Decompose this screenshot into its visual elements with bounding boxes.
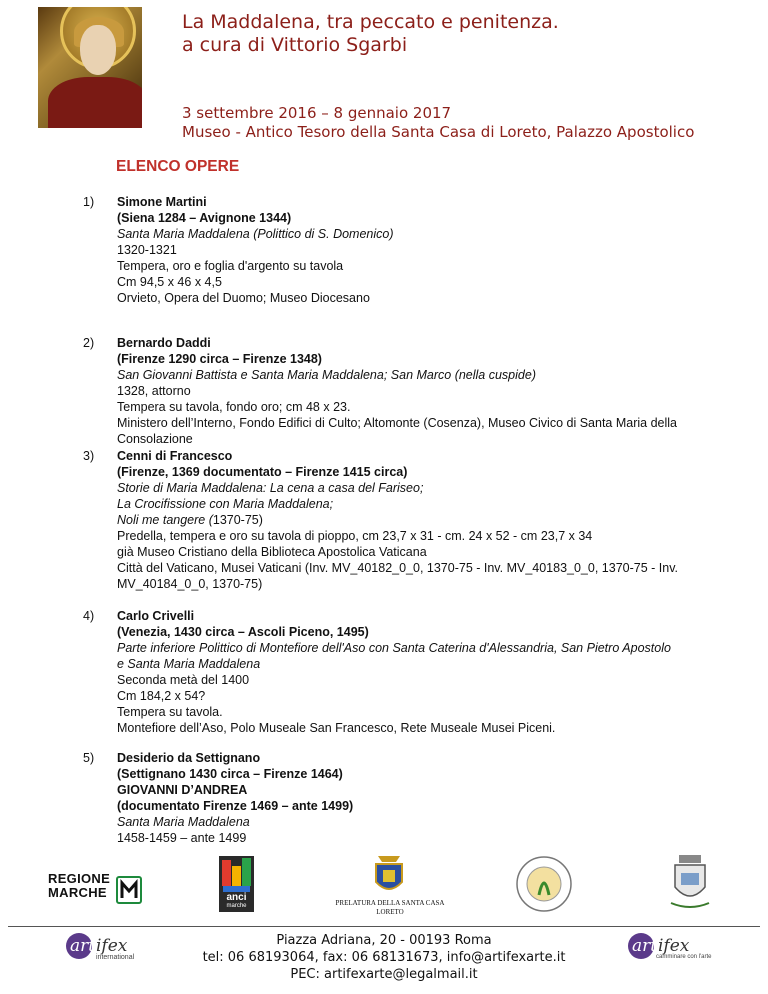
giovanni-pioli-circular-logo-icon <box>515 855 573 913</box>
entry-number: 2) <box>83 336 95 350</box>
entry-line: Montefiore dell’Aso, Polo Museale San Francesco, Rete Museale Musei Piceni. <box>117 721 556 735</box>
anci-marche-logo <box>219 856 254 912</box>
footer-pec: PEC: artifexarte@legalmail.it <box>290 967 478 982</box>
entry-line: Simone Martini <box>117 195 207 209</box>
entry-line: Bernardo Daddi <box>117 336 211 350</box>
entry-line: San Giovanni Battista e Santa Maria Maddalena; San Marco (nella cuspide) <box>117 368 536 382</box>
entry-line: Desiderio da Settignano <box>117 751 261 765</box>
curator-line: a cura di Vittorio Sgarbi <box>182 34 408 56</box>
prelatura-name: PRELATURA DELLA SANTA CASA <box>335 899 445 907</box>
artifex-wordmark: art <box>632 936 658 956</box>
entry-line: 1320-1321 <box>117 243 177 257</box>
entry-number: 3) <box>83 449 95 463</box>
work-entry <box>83 608 723 736</box>
prelatura-city: LORETO <box>376 908 404 916</box>
work-entry <box>83 194 723 306</box>
footer-contacts: tel: 06 68193064, fax: 06 68131673, info@artifexarte.it <box>202 950 566 965</box>
entry-line: Carlo Crivelli <box>117 609 195 623</box>
prelatura-coat-of-arms-icon <box>370 852 408 898</box>
entry-line: (Firenze 1290 circa – Firenze 1348) <box>117 352 322 366</box>
entry-line: già Museo Cristiano della Biblioteca Apostolica Vaticana <box>117 545 427 559</box>
exhibition-dates: 3 settembre 2016 – 8 gennaio 2017 <box>182 104 452 122</box>
magdalene-portrait-image <box>38 7 142 128</box>
artifex-right-sub: camminare con l'arte <box>656 954 712 960</box>
work-entry <box>83 448 723 592</box>
entry-line: Cm 184,2 x 54? <box>117 689 206 703</box>
entry-number: 4) <box>83 609 95 623</box>
entry-line: (Venezia, 1430 circa – Ascoli Piceno, 1495) <box>117 625 369 639</box>
entry-line: Santa Maria Maddalena (Polittico di S. Domenico) <box>117 227 394 241</box>
entry-line: Città del Vaticano, Musei Vaticani (Inv. MV_40182_0_0, 1370-75 - Inv. MV_40183_0_0, 1370-75 - Inv. <box>117 561 678 575</box>
exhibition-title: La Maddalena, tra peccato e penitenza. <box>182 11 559 33</box>
entry-line: Predella, tempera e oro su tavola di pioppo, cm 23,7 x 31 - cm. 24 x 52 - cm 23,7 x 34 <box>117 529 593 543</box>
entry-line: Santa Maria Maddalena <box>117 815 250 829</box>
entry-line: (Siena 1284 – Avignone 1344) <box>117 211 292 225</box>
entry-line: Parte inferiore Polittico di Montefiore dell'Aso con Santa Caterina d'Alessandria, San Pietro Apostolo <box>117 641 671 655</box>
entry-line: Storie di Maria Maddalena: La cena a casa del Fariseo; <box>117 481 424 495</box>
entry-line: e Santa Maria Maddalena <box>117 657 261 671</box>
entry-line: Tempera, oro e foglia d'argento su tavola <box>117 259 344 273</box>
entry-line: 1458-1459 – ante 1499 <box>117 831 247 845</box>
work-entry <box>83 750 723 846</box>
entry-line: Orvieto, Opera del Duomo; Museo Diocesano <box>117 291 370 305</box>
artifex-right-logo: art ifex camminare con l'arte <box>628 933 708 961</box>
anci-text: anci <box>226 892 247 903</box>
entry-line: Ministero dell’Interno, Fondo Edifici di Culto; Altomonte (Cosenza), Museo Civico di Santa Maria della <box>117 416 677 430</box>
entry-line: La Crocifissione con Maria Maddalena; <box>117 497 334 511</box>
entry-line: Cenni di Francesco <box>117 449 233 463</box>
entry-line: MV_40184_0_0, 1370-75) <box>117 577 263 591</box>
regione-marche-text: REGIONE MARCHE <box>48 871 111 900</box>
footer-address: Piazza Adriana, 20 - 00193 Roma <box>276 933 492 948</box>
section-title: ELENCO OPERE <box>116 158 240 175</box>
regione-marche-logo <box>48 872 143 908</box>
footer-divider <box>8 926 760 927</box>
entry-line: 1328, attorno <box>117 384 191 398</box>
entry-line: Cm 94,5 x 46 x 4,5 <box>117 275 222 289</box>
entry-line: Seconda metà del 1400 <box>117 673 250 687</box>
exhibition-venue: Museo - Antico Tesoro della Santa Casa di Loreto, Palazzo Apostolico <box>182 123 695 141</box>
work-entry <box>83 335 723 447</box>
artifex-wordmark: art <box>70 936 96 956</box>
municipality-coat-of-arms-icon <box>665 853 715 913</box>
regione-marche-emblem-icon <box>116 876 142 904</box>
entry-number: 5) <box>83 751 95 765</box>
artifex-left-sub: international <box>96 954 135 961</box>
entry-line: GIOVANNI D’ANDREA <box>117 783 248 797</box>
entry-line: Consolazione <box>117 432 193 446</box>
entry-line: Tempera su tavola, fondo oro; cm 48 x 23. <box>117 400 351 414</box>
entry-line: (Firenze, 1369 documentato – Firenze 1415 circa) <box>117 465 408 479</box>
entry-line: (documentato Firenze 1469 – ante 1499) <box>117 799 354 813</box>
prelatura-logo <box>330 852 450 918</box>
entry-number: 1) <box>83 195 95 209</box>
artifex-international-logo: art ifex international <box>66 933 146 961</box>
entry-line: (Settignano 1430 circa – Firenze 1464) <box>117 767 343 781</box>
anci-sub-text: marche <box>226 903 247 909</box>
entry-line: Tempera su tavola. <box>117 705 223 719</box>
entry-line: Noli me tangere (1370-75) <box>117 513 263 527</box>
